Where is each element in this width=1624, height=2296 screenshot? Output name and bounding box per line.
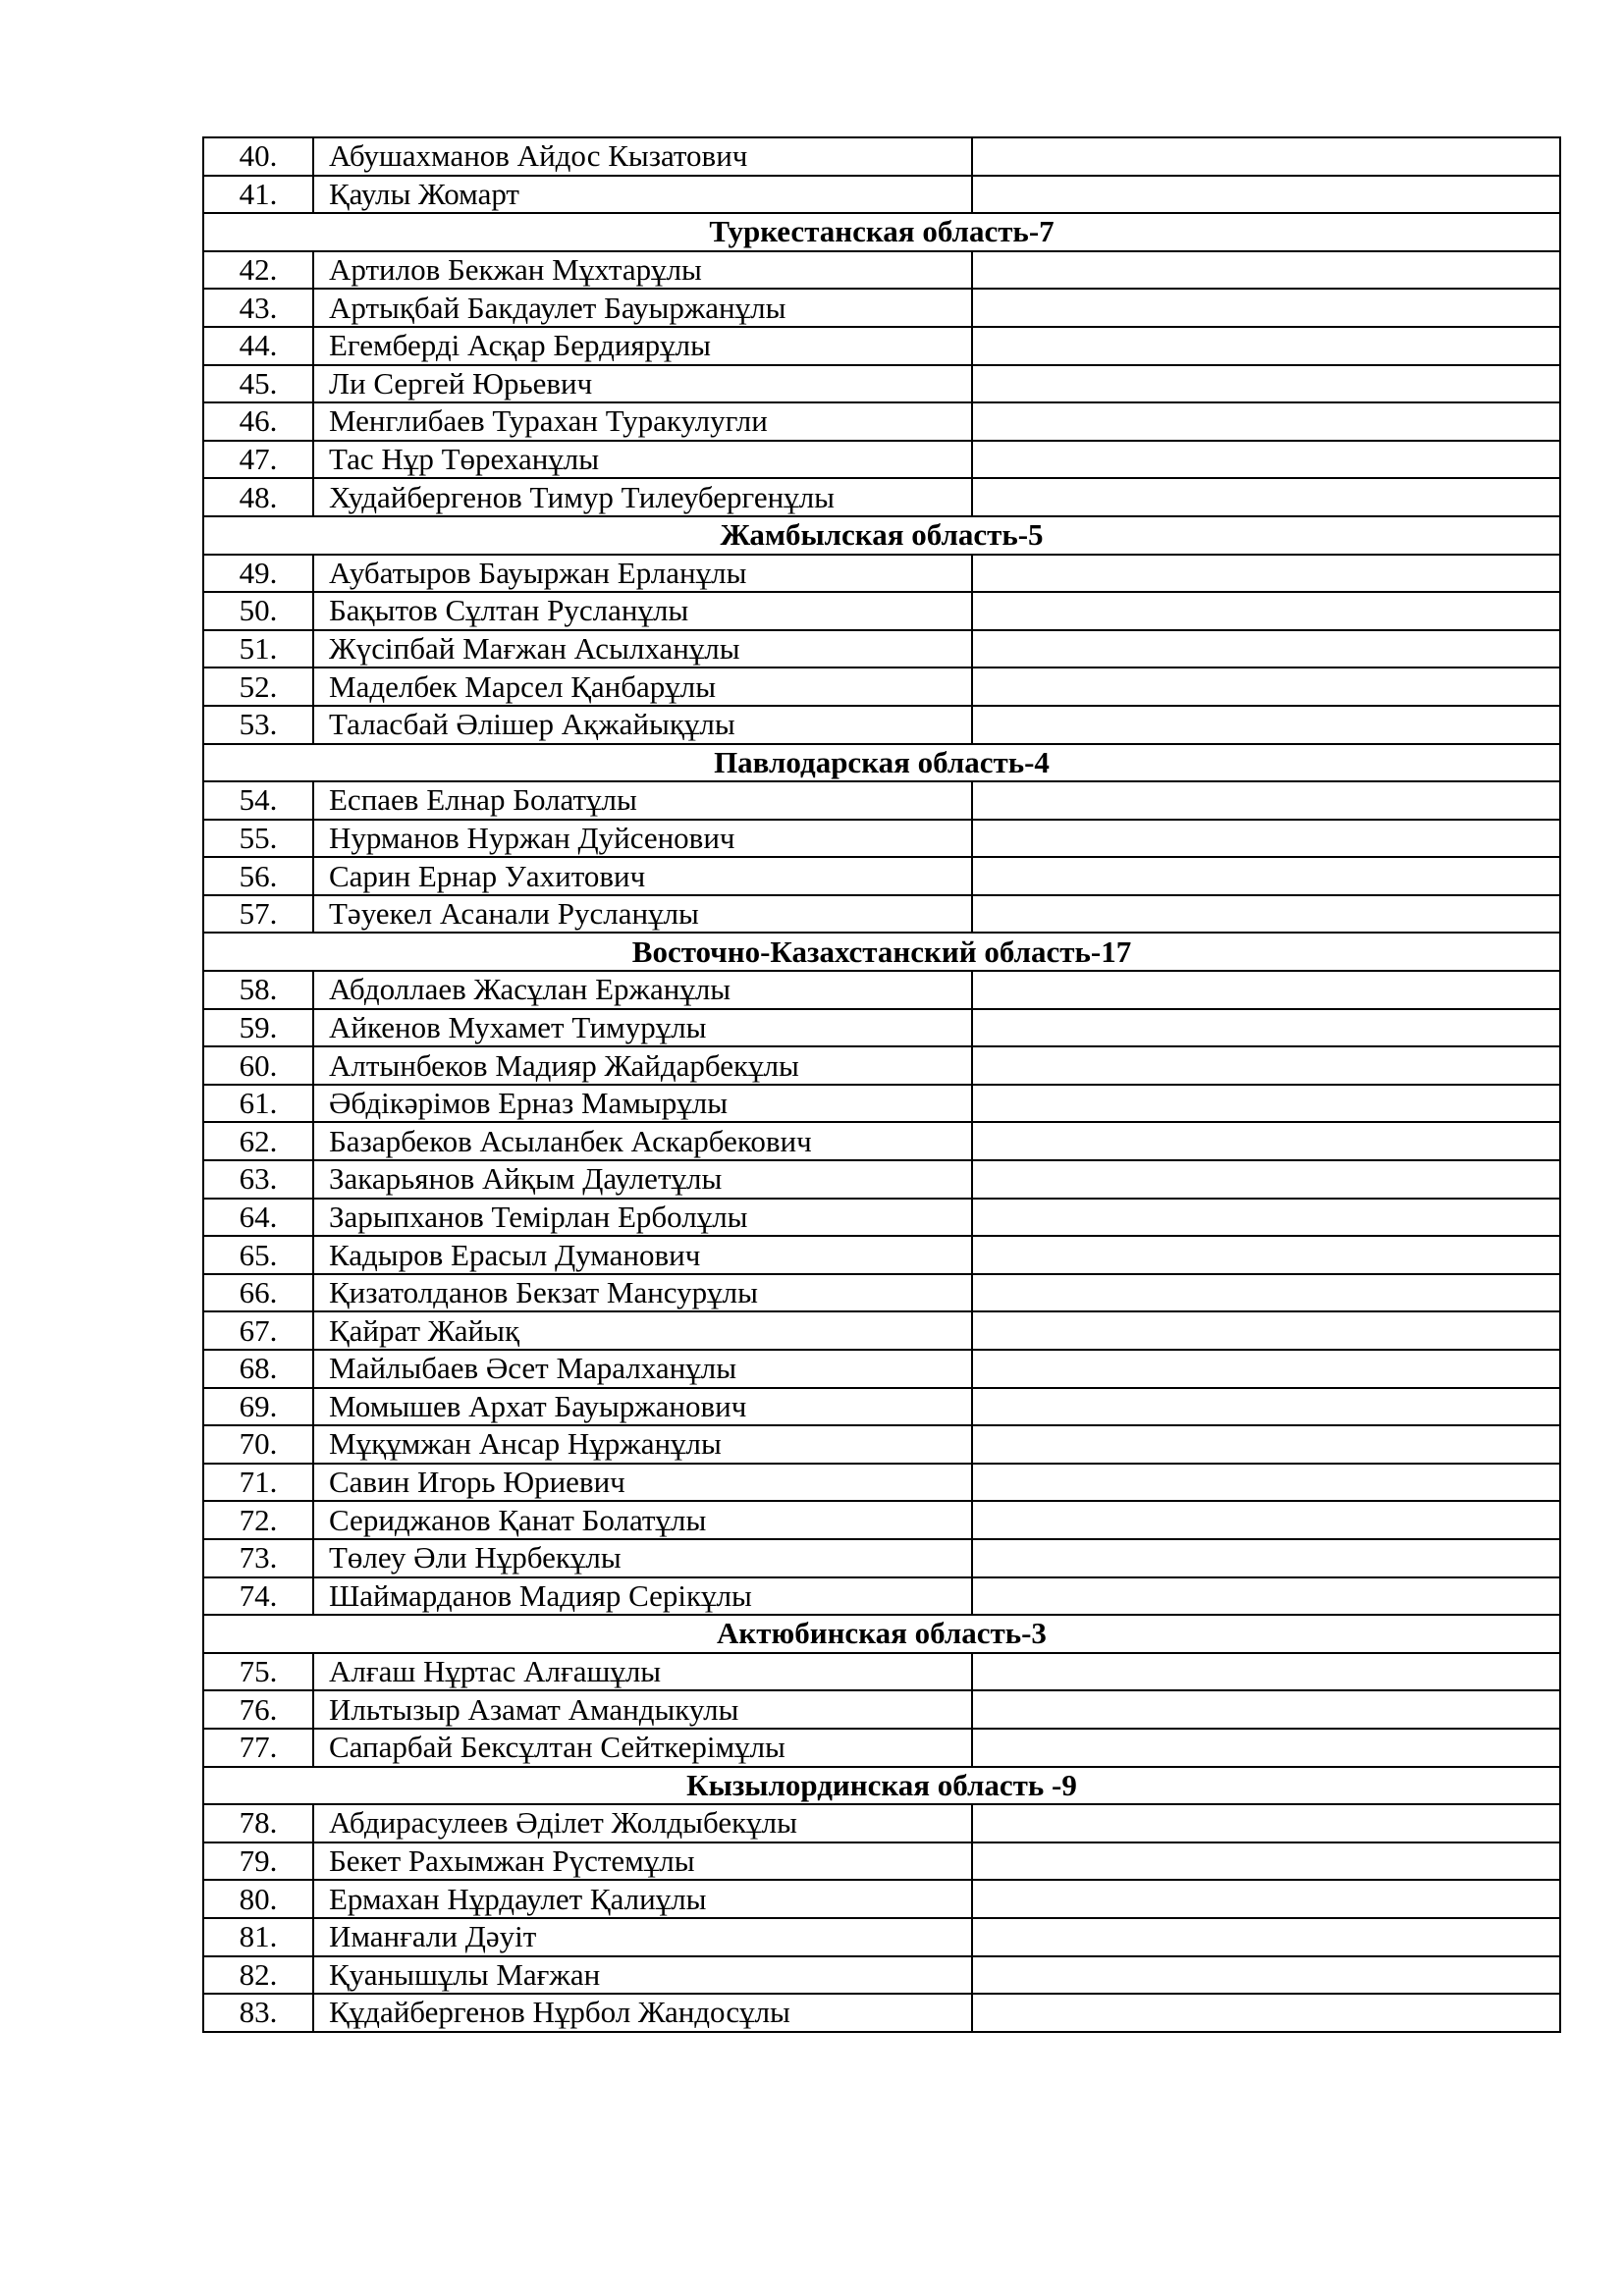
table-row [203, 289, 1560, 327]
row-number: 76. [203, 1690, 313, 1729]
table-row [203, 1994, 1560, 2032]
table-row [203, 137, 1560, 176]
person-name: Закарьянов Айқым Даулетұлы [313, 1160, 972, 1199]
table-row [203, 971, 1560, 1009]
person-name: Савин Игорь Юриевич [313, 1464, 972, 1502]
person-name: Зарыпханов Темірлан Ерболұлы [313, 1199, 972, 1237]
table-row [203, 1653, 1560, 1691]
person-name: Таласбай Әлішер Ақжайықұлы [313, 706, 972, 744]
empty-cell [972, 706, 1560, 744]
row-number: 81. [203, 1918, 313, 1956]
row-number: 58. [203, 971, 313, 1009]
empty-cell [972, 1464, 1560, 1502]
empty-cell [972, 1350, 1560, 1388]
person-name: Алтынбеков Мадияр Жайдарбекұлы [313, 1046, 972, 1085]
empty-cell [972, 820, 1560, 858]
table-row [203, 402, 1560, 441]
person-name: Артықбай Бакдаулет Бауыржанұлы [313, 289, 972, 327]
table-row [203, 1122, 1560, 1160]
empty-cell [972, 1425, 1560, 1464]
row-number: 60. [203, 1046, 313, 1085]
table-row [203, 1880, 1560, 1918]
empty-cell [972, 857, 1560, 895]
table-row [203, 1804, 1560, 1842]
person-name: Алғаш Нұртас Алғашұлы [313, 1653, 972, 1691]
empty-cell [972, 1539, 1560, 1577]
table-row [203, 1236, 1560, 1274]
empty-cell [972, 630, 1560, 668]
table-row [203, 1956, 1560, 1995]
region-header-row [203, 213, 1560, 251]
table-row [203, 1464, 1560, 1502]
row-number: 68. [203, 1350, 313, 1388]
person-name: Тәуекел Асанали Русланұлы [313, 895, 972, 934]
row-number: 72. [203, 1501, 313, 1539]
row-number: 75. [203, 1653, 313, 1691]
table-row [203, 251, 1560, 290]
region-header-row [203, 744, 1560, 782]
empty-cell [972, 895, 1560, 934]
region-title: Туркестанская область-7 [203, 213, 1560, 251]
person-name: Ермахан Нұрдаулет Қалиұлы [313, 1880, 972, 1918]
row-number: 77. [203, 1729, 313, 1767]
empty-cell [972, 1236, 1560, 1274]
row-number: 74. [203, 1577, 313, 1616]
row-number: 49. [203, 555, 313, 593]
person-name: Мұқұмжан Ансар Нұржанұлы [313, 1425, 972, 1464]
person-name: Бекет Рахымжан Рүстемұлы [313, 1842, 972, 1881]
table-row [203, 1690, 1560, 1729]
table-row [203, 592, 1560, 630]
table-row [203, 1311, 1560, 1350]
row-number: 47. [203, 441, 313, 479]
empty-cell [972, 592, 1560, 630]
row-number: 82. [203, 1956, 313, 1995]
region-header-row [203, 933, 1560, 971]
row-number: 45. [203, 365, 313, 403]
empty-cell [972, 289, 1560, 327]
empty-cell [972, 667, 1560, 706]
table-row [203, 1160, 1560, 1199]
empty-cell [972, 176, 1560, 214]
table-row [203, 781, 1560, 820]
region-title: Кызылординская область -9 [203, 1767, 1560, 1805]
empty-cell [972, 1804, 1560, 1842]
person-name: Иманғали Дәуіт [313, 1918, 972, 1956]
table-row [203, 1274, 1560, 1312]
person-name: Артилов Бекжан Мұхтарұлы [313, 251, 972, 290]
row-number: 80. [203, 1880, 313, 1918]
row-number: 56. [203, 857, 313, 895]
table-row [203, 1918, 1560, 1956]
row-number: 78. [203, 1804, 313, 1842]
region-header-row [203, 516, 1560, 555]
empty-cell [972, 1501, 1560, 1539]
empty-cell [972, 137, 1560, 176]
table-row [203, 365, 1560, 403]
row-number: 51. [203, 630, 313, 668]
row-number: 66. [203, 1274, 313, 1312]
person-name: Базарбеков Асыланбек Аскарбекович [313, 1122, 972, 1160]
empty-cell [972, 1085, 1560, 1123]
empty-cell [972, 251, 1560, 290]
region-header-row [203, 1615, 1560, 1653]
empty-cell [972, 1311, 1560, 1350]
empty-cell [972, 365, 1560, 403]
region-title: Восточно-Казахстанский область-17 [203, 933, 1560, 971]
empty-cell [972, 1160, 1560, 1199]
person-name: Ли Сергей Юрьевич [313, 365, 972, 403]
participants-table-body [203, 137, 1560, 2032]
empty-cell [972, 478, 1560, 516]
row-number: 48. [203, 478, 313, 516]
empty-cell [972, 1956, 1560, 1995]
person-name: Сапарбай Бексұлтан Сейткерімұлы [313, 1729, 972, 1767]
person-name: Жүсіпбай Мағжан Асылханұлы [313, 630, 972, 668]
person-name: Майлыбаев Әсет Маралханұлы [313, 1350, 972, 1388]
table-row [203, 1539, 1560, 1577]
row-number: 52. [203, 667, 313, 706]
row-number: 57. [203, 895, 313, 934]
table-row [203, 1085, 1560, 1123]
row-number: 42. [203, 251, 313, 290]
empty-cell [972, 1199, 1560, 1237]
region-header-row [203, 1767, 1560, 1805]
empty-cell [972, 1918, 1560, 1956]
table-row [203, 706, 1560, 744]
table-row [203, 1009, 1560, 1047]
region-title: Актюбинская область-3 [203, 1615, 1560, 1653]
table-row [203, 895, 1560, 934]
empty-cell [972, 1274, 1560, 1312]
row-number: 67. [203, 1311, 313, 1350]
region-title: Павлодарская область-4 [203, 744, 1560, 782]
row-number: 46. [203, 402, 313, 441]
empty-cell [972, 402, 1560, 441]
empty-cell [972, 441, 1560, 479]
row-number: 43. [203, 289, 313, 327]
row-number: 65. [203, 1236, 313, 1274]
empty-cell [972, 1388, 1560, 1426]
empty-cell [972, 1122, 1560, 1160]
person-name: Маделбек Марсел Қанбарұлы [313, 667, 972, 706]
table-row [203, 555, 1560, 593]
table-row [203, 667, 1560, 706]
empty-cell [972, 1842, 1560, 1881]
row-number: 53. [203, 706, 313, 744]
document-page [202, 136, 1561, 2033]
empty-cell [972, 1729, 1560, 1767]
table-row [203, 478, 1560, 516]
person-name: Айкенов Мухамет Тимурұлы [313, 1009, 972, 1047]
table-row [203, 1842, 1560, 1881]
empty-cell [972, 1653, 1560, 1691]
person-name: Қуанышұлы Мағжан [313, 1956, 972, 1995]
row-number: 40. [203, 137, 313, 176]
empty-cell [972, 1880, 1560, 1918]
empty-cell [972, 1009, 1560, 1047]
row-number: 55. [203, 820, 313, 858]
table-row [203, 857, 1560, 895]
person-name: Шаймарданов Мадияр Серікұлы [313, 1577, 972, 1616]
table-row [203, 1350, 1560, 1388]
person-name: Менглибаев Турахан Туракулугли [313, 402, 972, 441]
person-name: Абдоллаев Жасұлан Ержанұлы [313, 971, 972, 1009]
person-name: Ильтызыр Азамат Амандыкулы [313, 1690, 972, 1729]
row-number: 50. [203, 592, 313, 630]
row-number: 44. [203, 327, 313, 365]
person-name: Кадыров Ерасыл Думанович [313, 1236, 972, 1274]
empty-cell [972, 1577, 1560, 1616]
person-name: Қайрат Жайық [313, 1311, 972, 1350]
person-name: Әбдікәрімов Ерназ Мамырұлы [313, 1085, 972, 1123]
empty-cell [972, 1690, 1560, 1729]
region-title: Жамбылская область-5 [203, 516, 1560, 555]
row-number: 62. [203, 1122, 313, 1160]
table-row [203, 1425, 1560, 1464]
row-number: 63. [203, 1160, 313, 1199]
empty-cell [972, 781, 1560, 820]
person-name: Қизатолданов Бекзат Мансурұлы [313, 1274, 972, 1312]
table-row [203, 630, 1560, 668]
person-name: Сарин Ернар Уахитович [313, 857, 972, 895]
table-row [203, 441, 1560, 479]
row-number: 61. [203, 1085, 313, 1123]
person-name: Момышев Архат Бауыржанович [313, 1388, 972, 1426]
row-number: 79. [203, 1842, 313, 1881]
row-number: 70. [203, 1425, 313, 1464]
person-name: Нурманов Нуржан Дуйсенович [313, 820, 972, 858]
table-row [203, 1729, 1560, 1767]
table-row [203, 1388, 1560, 1426]
person-name: Тас Нұр Төреханұлы [313, 441, 972, 479]
row-number: 59. [203, 1009, 313, 1047]
participants-table [202, 136, 1561, 2033]
row-number: 71. [203, 1464, 313, 1502]
empty-cell [972, 1994, 1560, 2032]
person-name: Құдайбергенов Нұрбол Жандосұлы [313, 1994, 972, 2032]
table-row [203, 820, 1560, 858]
person-name: Еспаев Елнар Болатұлы [313, 781, 972, 820]
person-name: Қаулы Жомарт [313, 176, 972, 214]
table-row [203, 1046, 1560, 1085]
table-row [203, 1577, 1560, 1616]
person-name: Худайбергенов Тимур Тилеубергенұлы [313, 478, 972, 516]
row-number: 41. [203, 176, 313, 214]
person-name: Сериджанов Қанат Болатұлы [313, 1501, 972, 1539]
empty-cell [972, 1046, 1560, 1085]
table-row [203, 327, 1560, 365]
person-name: Аубатыров Бауыржан Ерланұлы [313, 555, 972, 593]
table-row [203, 176, 1560, 214]
table-row [203, 1199, 1560, 1237]
person-name: Абушахманов Айдос Кызатович [313, 137, 972, 176]
row-number: 69. [203, 1388, 313, 1426]
person-name: Төлеу Әли Нұрбекұлы [313, 1539, 972, 1577]
person-name: Егемберді Асқар Бердиярұлы [313, 327, 972, 365]
row-number: 64. [203, 1199, 313, 1237]
row-number: 83. [203, 1994, 313, 2032]
empty-cell [972, 971, 1560, 1009]
person-name: Бақытов Сұлтан Русланұлы [313, 592, 972, 630]
table-row [203, 1501, 1560, 1539]
row-number: 54. [203, 781, 313, 820]
empty-cell [972, 327, 1560, 365]
empty-cell [972, 555, 1560, 593]
row-number: 73. [203, 1539, 313, 1577]
person-name: Абдирасулеев Әділет Жолдыбекұлы [313, 1804, 972, 1842]
